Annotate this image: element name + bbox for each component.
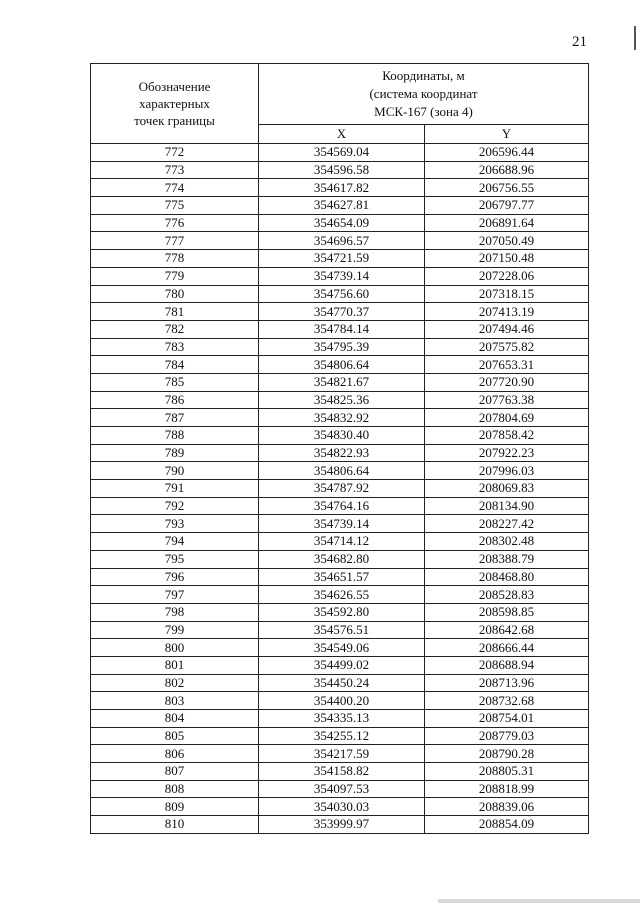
point-number-cell: 809	[91, 798, 259, 816]
table-row	[91, 320, 589, 338]
x-coordinate-cell: 354569.04	[259, 144, 425, 162]
table-row	[91, 621, 589, 639]
x-coordinate-cell: 354549.06	[259, 639, 425, 657]
point-header-line: Обозначение	[138, 79, 211, 94]
point-number-cell: 781	[91, 303, 259, 321]
y-coordinate-cell: 207413.19	[425, 303, 589, 321]
table-row	[91, 267, 589, 285]
table-row	[91, 533, 589, 551]
point-number-cell: 774	[91, 179, 259, 197]
x-coordinate-cell: 354450.24	[259, 674, 425, 692]
x-coordinate-cell: 354821.67	[259, 373, 425, 391]
x-coordinate-cell: 353999.97	[259, 816, 425, 834]
x-coordinate-cell: 354714.12	[259, 533, 425, 551]
point-number-cell: 773	[91, 161, 259, 179]
point-number-cell: 775	[91, 197, 259, 215]
table-row	[91, 586, 589, 604]
table-row	[91, 639, 589, 657]
x-coordinate-cell: 354832.92	[259, 409, 425, 427]
x-coordinate-cell: 354739.14	[259, 515, 425, 533]
y-coordinate-cell: 208854.09	[425, 816, 589, 834]
y-coordinate-cell: 208642.68	[425, 621, 589, 639]
point-number-cell: 772	[91, 144, 259, 162]
x-coordinate-cell: 354830.40	[259, 427, 425, 445]
x-coordinate-cell: 354217.59	[259, 745, 425, 763]
table-row	[91, 356, 589, 374]
point-number-cell: 786	[91, 391, 259, 409]
x-coordinate-cell: 354795.39	[259, 338, 425, 356]
x-coordinate-cell: 354739.14	[259, 267, 425, 285]
point-number-cell: 791	[91, 480, 259, 498]
y-coordinate-cell: 207996.03	[425, 462, 589, 480]
x-coordinate-cell: 354627.81	[259, 197, 425, 215]
table-row	[91, 745, 589, 763]
table-row	[91, 391, 589, 409]
y-coordinate-cell: 208227.42	[425, 515, 589, 533]
y-coordinate-cell: 208754.01	[425, 710, 589, 728]
y-coordinate-cell: 206688.96	[425, 161, 589, 179]
y-coordinate-cell: 207150.48	[425, 250, 589, 268]
y-coordinate-cell: 208069.83	[425, 480, 589, 498]
y-coordinate-cell: 207653.31	[425, 356, 589, 374]
y-coordinate-cell: 208688.94	[425, 656, 589, 674]
x-coordinate-cell: 354764.16	[259, 497, 425, 515]
table-row	[91, 497, 589, 515]
x-coordinate-cell: 354030.03	[259, 798, 425, 816]
y-coordinate-cell: 208713.96	[425, 674, 589, 692]
x-coordinate-cell: 354825.36	[259, 391, 425, 409]
x-coordinate-cell: 354576.51	[259, 621, 425, 639]
coord-header-line: МСК-167 (зона 4)	[374, 104, 473, 120]
y-coordinate-cell: 208666.44	[425, 639, 589, 657]
point-number-cell: 789	[91, 444, 259, 462]
point-number-cell: 808	[91, 780, 259, 798]
point-number-cell: 804	[91, 710, 259, 728]
y-coordinate-cell: 208528.83	[425, 586, 589, 604]
x-coordinate-cell: 354400.20	[259, 692, 425, 710]
point-number-cell: 798	[91, 603, 259, 621]
table-row	[91, 480, 589, 498]
table-row	[91, 197, 589, 215]
point-header-line: точек границы	[134, 113, 215, 128]
table-row	[91, 409, 589, 427]
point-number-cell: 785	[91, 373, 259, 391]
x-coordinate-cell: 354806.64	[259, 462, 425, 480]
y-coordinate-cell: 207494.46	[425, 320, 589, 338]
table-row	[91, 427, 589, 445]
y-coordinate-cell: 208134.90	[425, 497, 589, 515]
x-coordinate-cell: 354756.60	[259, 285, 425, 303]
scan-edge-mark	[634, 26, 636, 50]
point-number-cell: 778	[91, 250, 259, 268]
y-coordinate-cell: 207858.42	[425, 427, 589, 445]
point-number-cell: 784	[91, 356, 259, 374]
x-coordinate-cell: 354499.02	[259, 656, 425, 674]
point-number-cell: 782	[91, 320, 259, 338]
table-row	[91, 603, 589, 621]
point-number-cell: 800	[91, 639, 259, 657]
x-coordinate-cell: 354592.80	[259, 603, 425, 621]
table-row	[91, 338, 589, 356]
coordinates-header	[259, 64, 589, 125]
point-number-cell: 788	[91, 427, 259, 445]
y-coordinate-cell: 206891.64	[425, 214, 589, 232]
y-coordinate-cell: 206596.44	[425, 144, 589, 162]
y-coordinate-cell: 207575.82	[425, 338, 589, 356]
y-coordinate-cell: 207763.38	[425, 391, 589, 409]
coord-header-line: Координаты, м	[382, 68, 465, 84]
table-row	[91, 692, 589, 710]
table-row	[91, 462, 589, 480]
table-row	[91, 727, 589, 745]
x-coordinate-cell: 354617.82	[259, 179, 425, 197]
y-coordinate-cell: 208779.03	[425, 727, 589, 745]
table-row	[91, 250, 589, 268]
x-coordinate-cell: 354097.53	[259, 780, 425, 798]
scan-bottom-mark	[438, 899, 640, 903]
table-row	[91, 444, 589, 462]
point-number-cell: 801	[91, 656, 259, 674]
table-row	[91, 780, 589, 798]
y-coordinate-cell: 208302.48	[425, 533, 589, 551]
point-number-cell: 810	[91, 816, 259, 834]
point-number-cell: 794	[91, 533, 259, 551]
point-number-cell: 802	[91, 674, 259, 692]
table-row	[91, 674, 589, 692]
y-coordinate-cell: 206756.55	[425, 179, 589, 197]
y-coordinate-cell: 208388.79	[425, 550, 589, 568]
table-row	[91, 515, 589, 533]
table-row	[91, 550, 589, 568]
y-coordinate-cell: 207922.23	[425, 444, 589, 462]
x-coordinate-cell: 354654.09	[259, 214, 425, 232]
point-number-cell: 787	[91, 409, 259, 427]
point-number-cell: 796	[91, 568, 259, 586]
point-number-cell: 805	[91, 727, 259, 745]
y-coordinate-cell: 208805.31	[425, 763, 589, 781]
point-number-cell: 777	[91, 232, 259, 250]
table-row	[91, 373, 589, 391]
point-number-cell: 792	[91, 497, 259, 515]
x-coordinate-cell: 354335.13	[259, 710, 425, 728]
point-number-cell: 783	[91, 338, 259, 356]
point-number-cell: 790	[91, 462, 259, 480]
y-coordinate-cell: 207228.06	[425, 267, 589, 285]
coord-header-line: (система координат	[369, 86, 478, 102]
x-coordinate-cell: 354721.59	[259, 250, 425, 268]
x-coordinate-cell: 354158.82	[259, 763, 425, 781]
table-row	[91, 214, 589, 232]
table-row	[91, 303, 589, 321]
point-number-cell: 799	[91, 621, 259, 639]
page-number: 21	[572, 34, 587, 50]
table-row	[91, 710, 589, 728]
x-coordinate-cell: 354806.64	[259, 356, 425, 374]
y-coordinate-cell: 208818.99	[425, 780, 589, 798]
coordinates-table	[90, 63, 589, 834]
y-coordinate-cell: 207720.90	[425, 373, 589, 391]
point-number-cell: 807	[91, 763, 259, 781]
point-number-cell: 795	[91, 550, 259, 568]
y-coordinate-cell: 208732.68	[425, 692, 589, 710]
table-row	[91, 285, 589, 303]
point-number-cell: 803	[91, 692, 259, 710]
point-header-line: характерных	[139, 96, 210, 111]
y-coordinate-cell: 207318.15	[425, 285, 589, 303]
point-number-cell: 797	[91, 586, 259, 604]
x-coordinate-cell: 354596.58	[259, 161, 425, 179]
table-row	[91, 161, 589, 179]
y-coordinate-cell: 208598.85	[425, 603, 589, 621]
y-coordinate-cell: 208468.80	[425, 568, 589, 586]
x-coordinate-cell: 354770.37	[259, 303, 425, 321]
x-coordinate-cell: 354651.57	[259, 568, 425, 586]
x-coordinate-cell: 354696.57	[259, 232, 425, 250]
y-coordinate-cell: 208839.06	[425, 798, 589, 816]
y-coordinate-cell: 206797.77	[425, 197, 589, 215]
x-coordinate-cell: 354255.12	[259, 727, 425, 745]
table-row	[91, 816, 589, 834]
x-coordinate-cell: 354787.92	[259, 480, 425, 498]
point-number-cell: 776	[91, 214, 259, 232]
table-row	[91, 179, 589, 197]
y-column-header: Y	[425, 125, 589, 144]
table-row	[91, 798, 589, 816]
point-designation-header	[91, 64, 259, 144]
x-coordinate-cell: 354626.55	[259, 586, 425, 604]
point-number-cell: 780	[91, 285, 259, 303]
point-number-cell: 793	[91, 515, 259, 533]
point-number-cell: 779	[91, 267, 259, 285]
table-row	[91, 232, 589, 250]
y-coordinate-cell: 207804.69	[425, 409, 589, 427]
table-row	[91, 656, 589, 674]
point-number-cell: 806	[91, 745, 259, 763]
table-body	[91, 144, 589, 834]
table-row	[91, 763, 589, 781]
table-row	[91, 144, 589, 162]
x-coordinate-cell: 354784.14	[259, 320, 425, 338]
table-row	[91, 568, 589, 586]
x-column-header: X	[259, 125, 425, 144]
y-coordinate-cell: 207050.49	[425, 232, 589, 250]
y-coordinate-cell: 208790.28	[425, 745, 589, 763]
x-coordinate-cell: 354682.80	[259, 550, 425, 568]
x-coordinate-cell: 354822.93	[259, 444, 425, 462]
